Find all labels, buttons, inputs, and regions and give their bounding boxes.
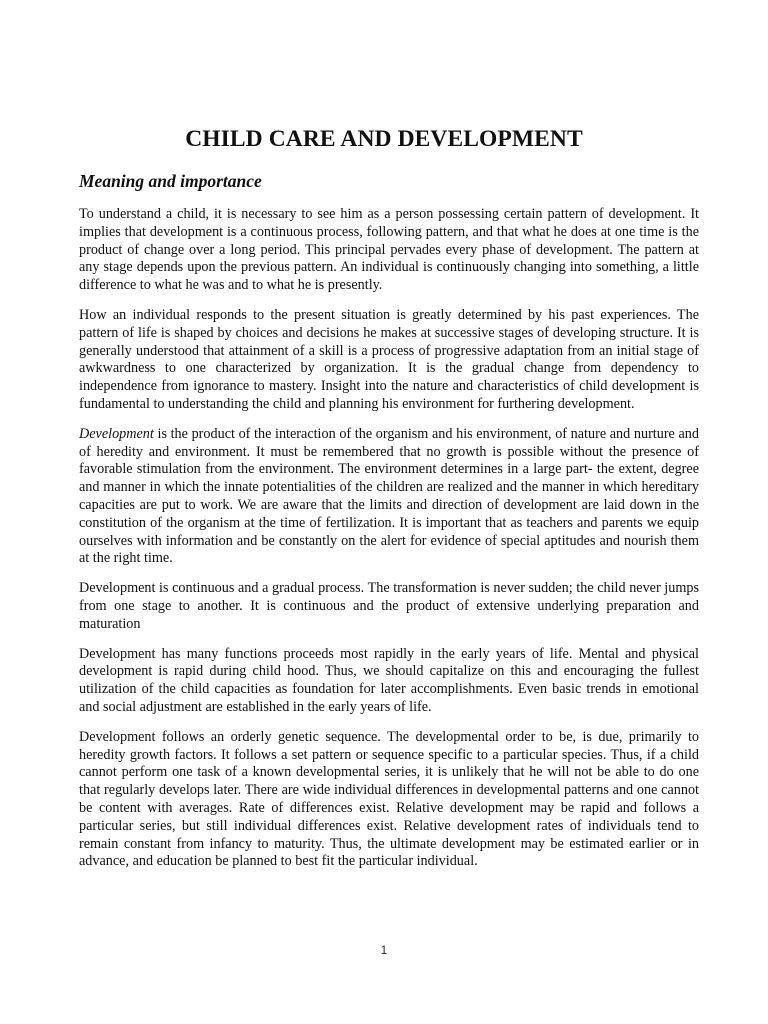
paragraph	[79, 307, 699, 414]
document-body	[79, 206, 699, 883]
paragraph	[79, 206, 699, 295]
paragraph	[79, 646, 699, 717]
paragraph-text: To understand a child, it is necessary to see him as a person possessing certain pattern of development. It implies that development is a continuous process, following pattern, and that what he does at one time is the product of change over a long period. This principal pervades every phase of development. The pattern at any stage depends upon the previous pattern. An individual is continuously changing into something, a little difference to what he was and to what he is presently.	[79, 206, 699, 294]
paragraph	[79, 729, 699, 871]
paragraph	[79, 426, 699, 568]
paragraph-text: is the product of the interaction of the organism and his environment, of nature and nurture and of heredity and environment. It must be remembered that no growth is possible without the presence of favorable stimulation from the environment. The environment determines in a large part- the extent, degree and manner in which the innate potentialities of the children are realized and the manner in which hereditary capacities are put to work. We are aware that the limits and direction of development are laid down in the constitution of the organism at the time of fertilization. It is important that as teachers and parents we equip ourselves with information and be constantly on the alert for evidence of special aptitudes and nourish them at the right time.	[79, 425, 699, 567]
page-number: 1	[380, 945, 388, 957]
paragraph-text: Development has many functions proceeds most rapidly in the early years of life. Mental and physical development is rapid during child hood. Thus, we should capitalize on this and encouraging the fullest utilization of the child capacities as foundation for later accomplishments. Even basic trends in emotional and social adjustment are established in the early years of life.	[79, 645, 699, 715]
paragraph-text: Development follows an orderly genetic sequence. The developmental order to be, is due, primarily to heredity growth factors. It follows a set pattern or sequence specific to a particular species. Thus, if a child cannot perform one task of a known developmental series, it is unlikely that he will not be able to do one that regularly develops later. There are wide individual differences in developmental patterns and one cannot be content with averages. Rate of differences exist. Relative development may be rapid and follows a particular series, but still individual differences exist. Relative development rates of individuals tend to remain constant from infancy to maturity. Thus, the ultimate development may be estimated earlier or in advance, and education be planned to best fit the particular individual.	[79, 728, 699, 870]
paragraph-lead: Development	[79, 425, 154, 442]
paragraph	[79, 580, 699, 633]
paragraph-text: How an individual responds to the present situation is greatly determined by his past experiences. The pattern of life is shaped by choices and decisions he makes at successive stages of developing structure. It is generally understood that attainment of a skill is a process of progressive adaptation from an initial stage of awkwardness to one characterized by organization. It is the gradual change from dependency to independence from ignorance to mastery. Insight into the nature and characteristics of child development is fundamental to understanding the child and planning his environment for furthering development.	[79, 306, 699, 412]
section-subtitle: Meaning and importance	[79, 171, 262, 191]
document-title: CHILD CARE AND DEVELOPMENT	[185, 126, 583, 152]
paragraph-text: Development is continuous and a gradual process. The transformation is never sudden; the child never jumps from one stage to another. It is continuous and the product of extensive underlying preparation and maturation	[79, 580, 699, 632]
